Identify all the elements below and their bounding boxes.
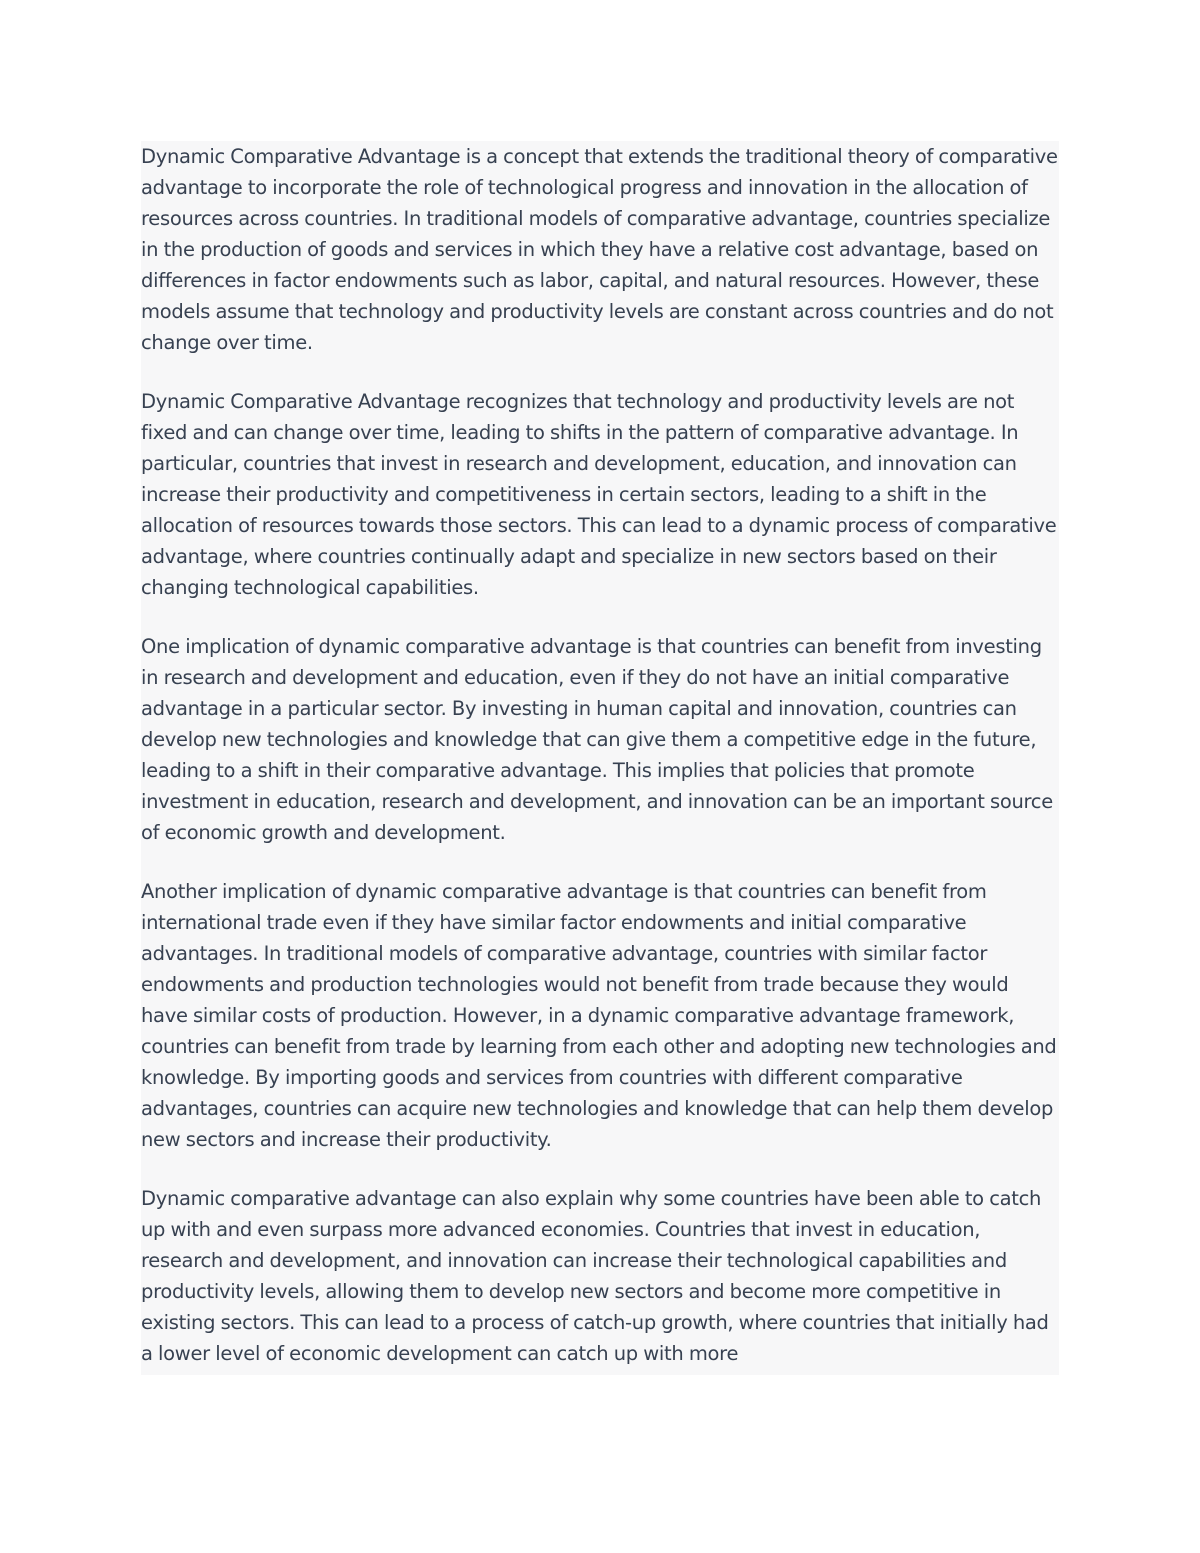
paragraph-2: Dynamic Comparative Advantage recognizes that technology and productivity levels are not fixed and can change over time, leading to shifts in the pattern of comparative advantage. In particular, countries that invest in research and development, education, and innovation can increase their productivity and competitiveness in certain sectors, leading to a shift in the allocation of resources towards those sectors. This can lead to a dynamic process of comparative advantage, where countries continually adapt and specialize in new sectors based on their changing technological capabilities. (141, 390, 1057, 599)
document-text-block (141, 141, 1059, 1375)
paragraph-1: Dynamic Comparative Advantage is a concept that extends the traditional theory of comparative advantage to incorporate the role of technological progress and innovation in the allocation of resources across countries. In traditional models of comparative advantage, countries specialize in the production of goods and services in which they have a relative cost advantage, based on differences in factor endowments such as labor, capital, and natural resources. However, these models assume that technology and productivity levels are constant across countries and do not change over time. (141, 145, 1058, 354)
paragraph-5: Dynamic comparative advantage can also explain why some countries have been able to catch up with and even surpass more advanced economies. Countries that invest in education, research and development, and innovation can increase their technological capabilities and productivity levels, allowing them to develop new sectors and become more competitive in existing sectors. This can lead to a process of catch-up growth, where countries that initially had a lower level of economic development can catch up with more (141, 1187, 1049, 1365)
paragraph-3: One implication of dynamic comparative advantage is that countries can benefit from investing in research and development and education, even if they do not have an initial comparative advantage in a particular sector. By investing in human capital and innovation, countries can develop new technologies and knowledge that can give them a competitive edge in the future, leading to a shift in their comparative advantage. This implies that policies that promote investment in education, research and development, and innovation can be an important source of economic growth and development. (141, 635, 1053, 844)
paragraph-4: Another implication of dynamic comparative advantage is that countries can benefit from international trade even if they have similar factor endowments and initial comparative advantages. In traditional models of comparative advantage, countries with similar factor endowments and production technologies would not benefit from trade because they would have similar costs of production. However, in a dynamic comparative advantage framework, countries can benefit from trade by learning from each other and adopting new technologies and knowledge. By importing goods and services from countries with different comparative advantages, countries can acquire new technologies and knowledge that can help them develop new sectors and increase their productivity. (141, 880, 1057, 1151)
